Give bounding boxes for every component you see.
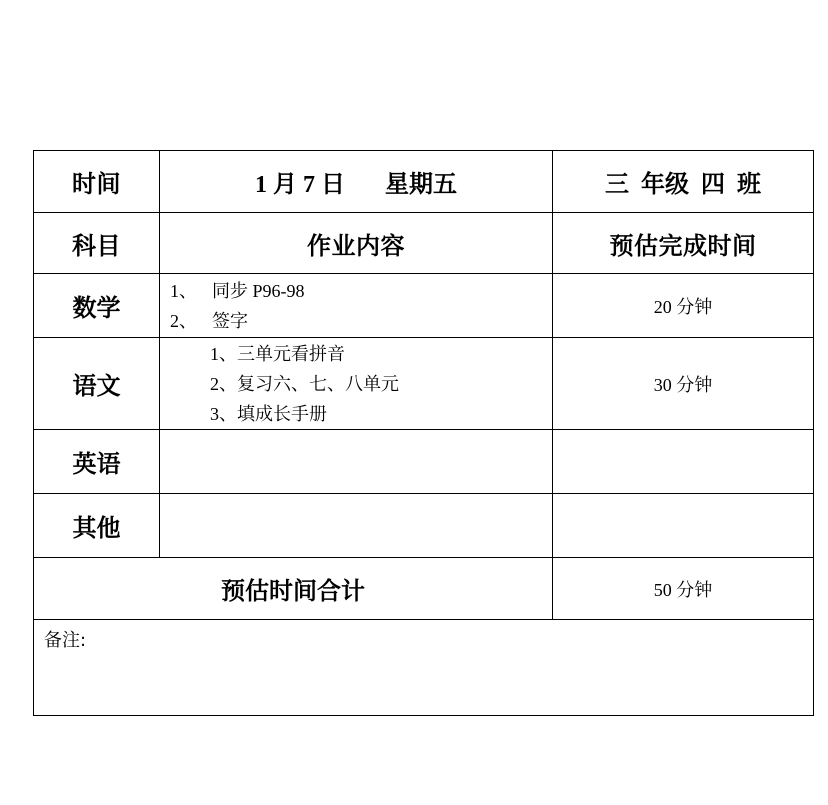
table-row [34,494,814,558]
homework-table [33,150,814,716]
other-content [160,494,553,558]
class-cell [553,151,814,213]
time-label: 时间 [34,151,160,213]
subject-column-header: 科目 [34,213,160,274]
note-label: 备注: [44,630,87,651]
english-time [553,430,814,494]
list-item: 1、三单元看拼音 [210,343,345,364]
english-content [160,430,553,494]
total-row [34,558,814,620]
weekday: 星期五 [385,172,457,198]
content-column-header: 作业内容 [160,213,553,274]
class-grade: 三 [605,170,629,198]
subject-math: 数学 [34,274,160,338]
list-item: 1、 同步 P96-98 [170,280,305,301]
total-time: 50 分钟 [553,558,814,620]
date: 1 月 7 日 [255,172,345,198]
estimated-time-column-header: 预估完成时间 [553,213,814,274]
chinese-time: 30 分钟 [553,338,814,430]
subject-english: 英语 [34,430,160,494]
column-header-row [34,213,814,274]
list-item: 2、复习六、七、八单元 [210,373,399,394]
chinese-content [160,338,553,430]
math-time: 20 分钟 [553,274,814,338]
note-row [34,620,814,716]
subject-chinese: 语文 [34,338,160,430]
other-time [553,494,814,558]
list-item: 3、填成长手册 [210,403,327,424]
table-row [34,430,814,494]
header-row [34,151,814,213]
class-suffix: 班 [737,170,761,198]
class-grade-suffix: 年级 [641,170,689,198]
table-row [34,274,814,338]
math-content [160,274,553,338]
note-cell [34,620,814,716]
list-item: 2、 签字 [170,310,248,331]
class-number: 四 [701,170,725,198]
total-label: 预估时间合计 [34,558,553,620]
date-cell [160,151,553,213]
table-row [34,338,814,430]
subject-other: 其他 [34,494,160,558]
